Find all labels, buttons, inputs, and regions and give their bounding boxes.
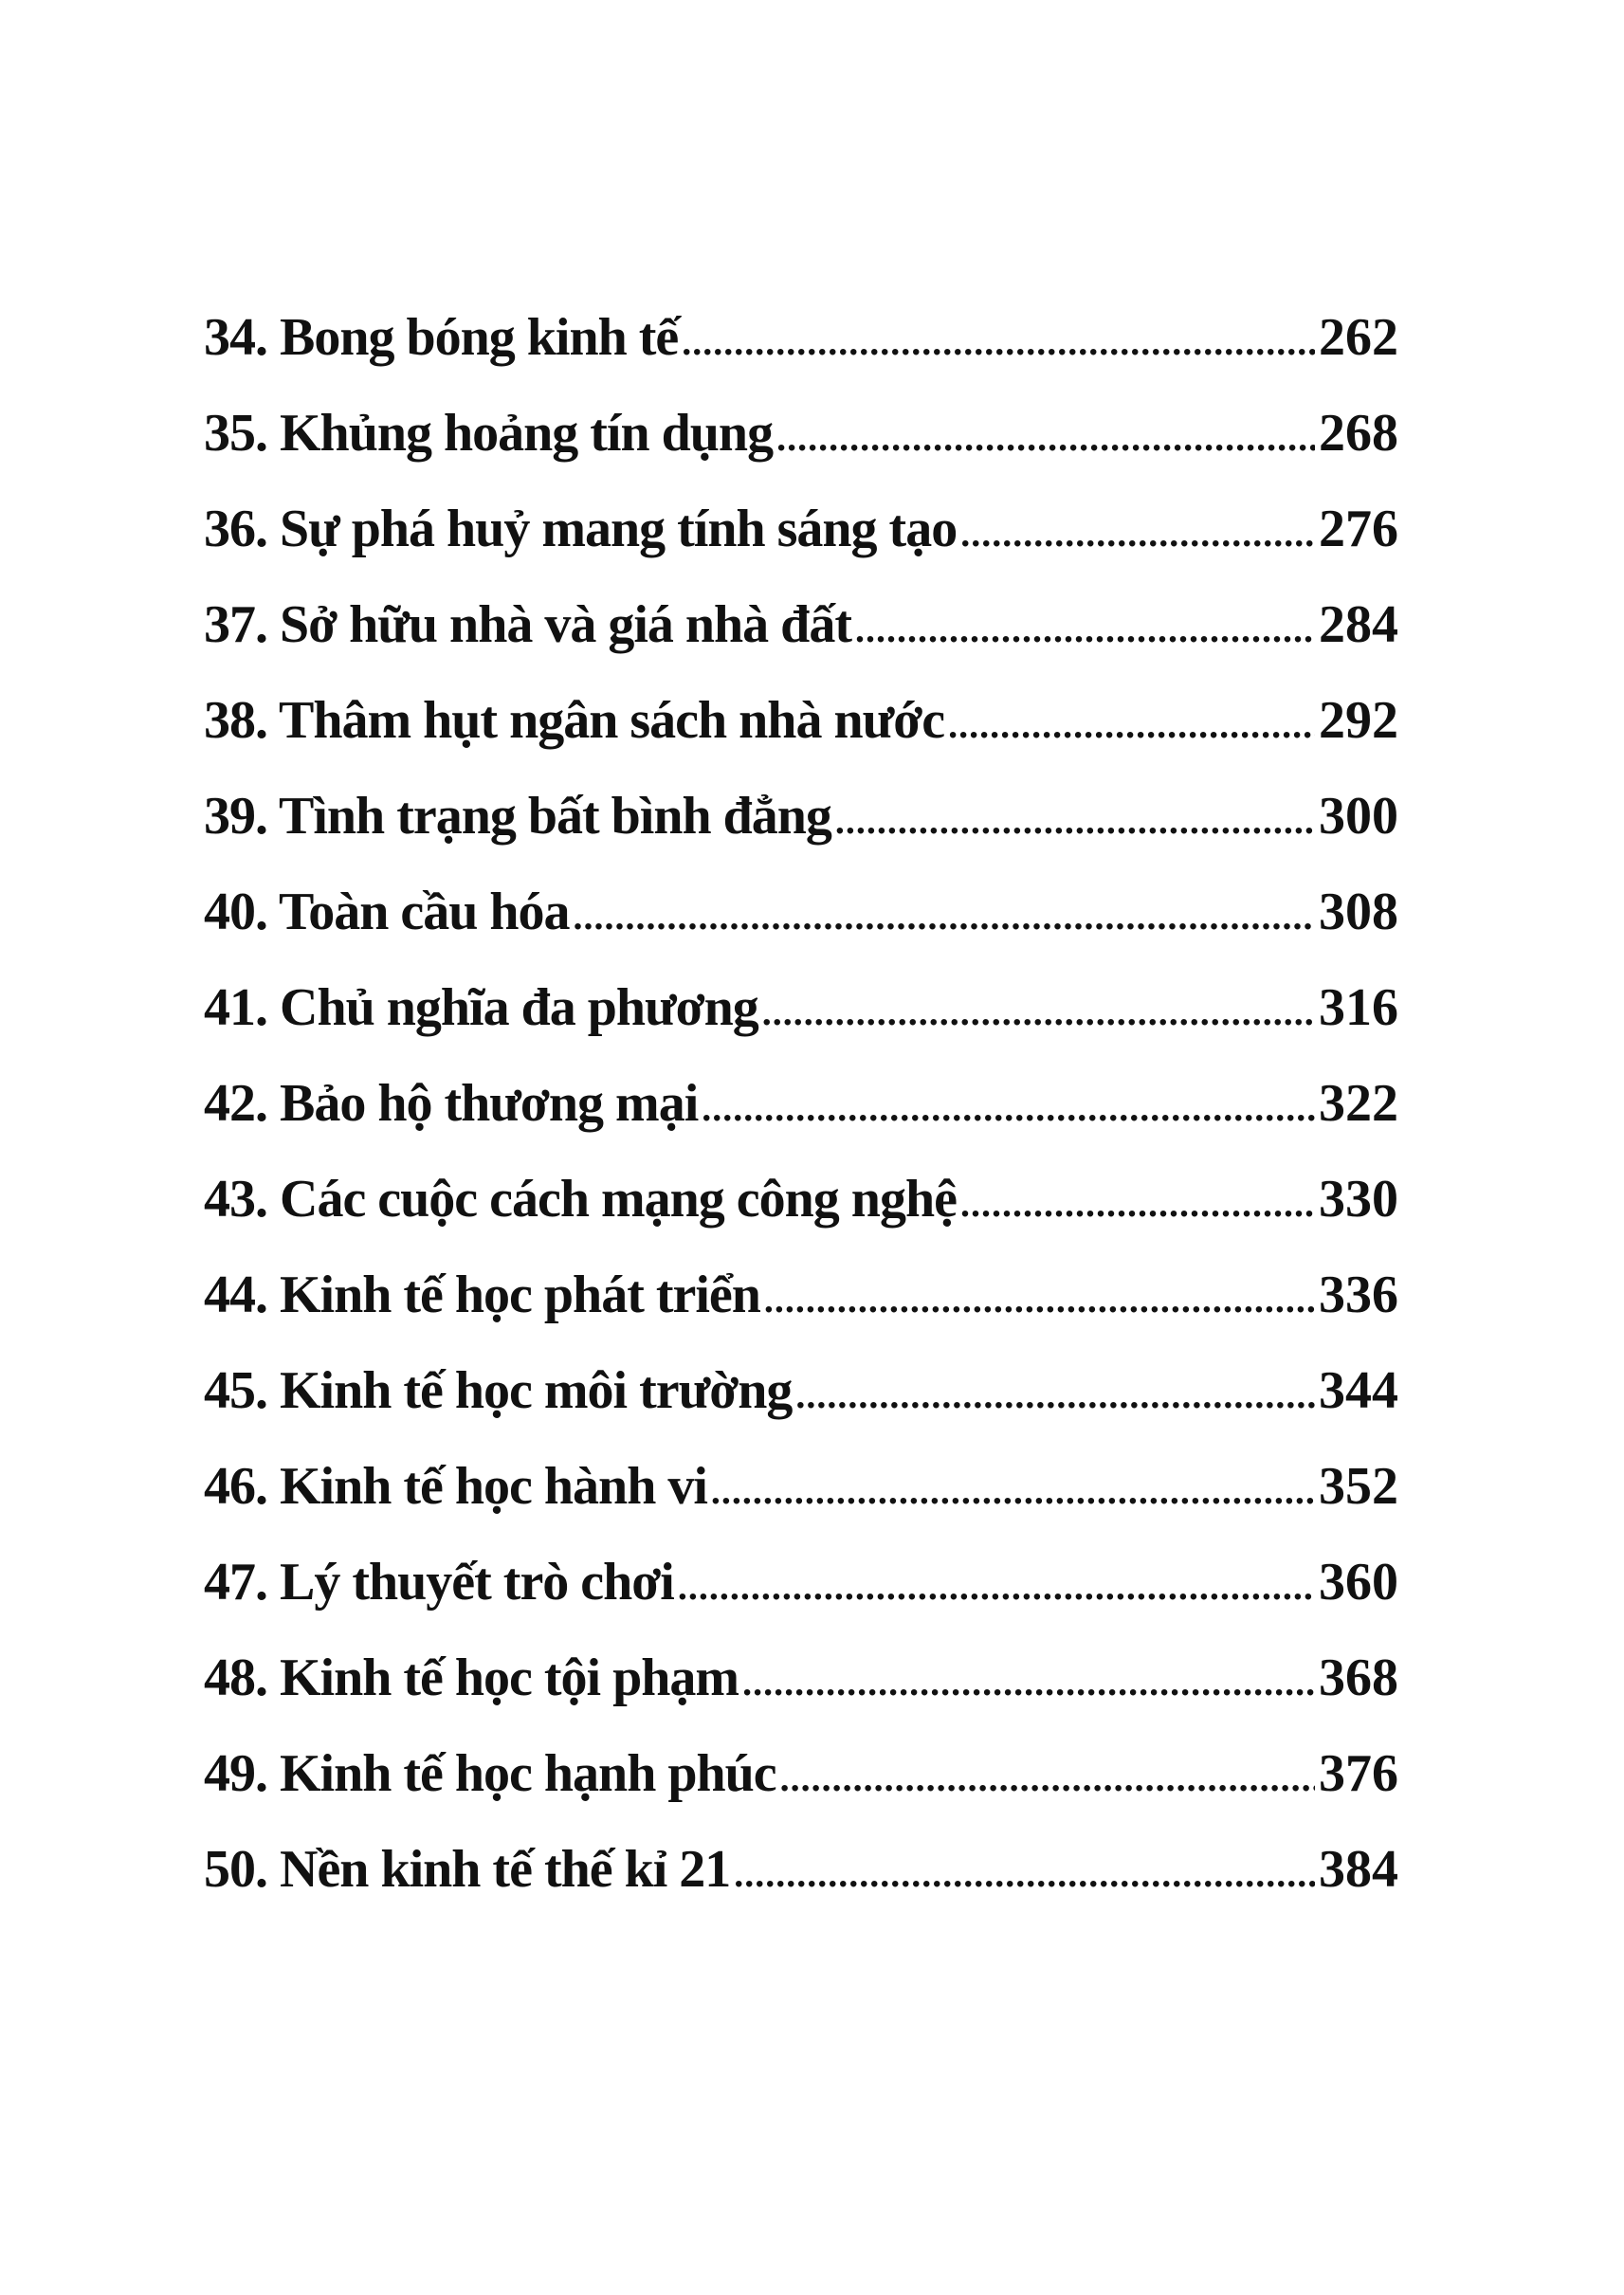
toc-entry-page: 322 [1319,1074,1398,1133]
dot-leader [960,485,1315,581]
toc-entry-page: 292 [1319,691,1398,750]
toc-entry [204,865,1398,960]
toc-entry-title: 46. Kinh tế học hành vi [204,1457,707,1516]
toc-entry [204,960,1398,1056]
toc-entry [204,1056,1398,1152]
toc-entry [204,1439,1398,1535]
dot-leader [711,1443,1315,1539]
toc-entry [204,673,1398,769]
toc-entry [204,769,1398,865]
toc-entry-page: 308 [1319,883,1398,941]
toc-entry-title: 34. Bong bóng kinh tế [204,308,679,367]
toc-entry [204,1726,1398,1822]
dot-leader [678,1539,1315,1634]
toc-entry-title: 50. Nền kinh tế thế kỉ 21 [204,1840,731,1899]
toc-entry [204,1152,1398,1248]
toc-entry-title: 48. Kinh tế học tội phạm [204,1648,739,1707]
toc-entry [204,1343,1398,1439]
toc-entry [204,1630,1398,1726]
toc-entry-page: 368 [1319,1648,1398,1707]
toc-entry-title: 35. Khủng hoảng tín dụng [204,404,774,463]
dot-leader [795,1347,1315,1443]
toc-entry-page: 284 [1319,595,1398,654]
table-of-contents [204,290,1398,1918]
toc-entry [204,482,1398,577]
toc-entry-title: 40. Toàn cầu hóa [204,883,570,941]
toc-entry-page: 262 [1319,308,1398,367]
toc-entry-page: 330 [1319,1170,1398,1229]
dot-leader [776,390,1315,485]
toc-entry-title: 45. Kinh tế học môi trường [204,1361,793,1420]
toc-entry-page: 352 [1319,1457,1398,1516]
toc-entry-title: 39. Tình trạng bất bình đẳng [204,787,831,846]
dot-leader [764,1251,1315,1347]
dot-leader [948,677,1315,773]
toc-entry-page: 384 [1319,1840,1398,1899]
dot-leader [682,294,1315,390]
dot-leader [742,1634,1315,1730]
toc-entry-page: 268 [1319,404,1398,463]
toc-entry-title: 38. Thâm hụt ngân sách nhà nước [204,691,945,750]
toc-entry [204,1248,1398,1343]
dot-leader [960,1156,1315,1251]
toc-entry [204,577,1398,673]
dot-leader [574,868,1316,964]
toc-entry-page: 316 [1319,978,1398,1037]
toc-entry-title: 41. Chủ nghĩa đa phương [204,978,758,1037]
toc-entry-title: 43. Các cuộc cách mạng công nghệ [204,1170,957,1229]
dot-leader [702,1060,1315,1156]
toc-entry-title: 37. Sở hữu nhà và giá nhà đất [204,595,851,654]
toc-entry-title: 47. Lý thuyết trò chơi [204,1553,674,1612]
toc-entry-page: 344 [1319,1361,1398,1420]
dot-leader [855,581,1315,677]
dot-leader [780,1730,1315,1826]
dot-leader [734,1826,1315,1922]
toc-entry-title: 44. Kinh tế học phát triển [204,1266,760,1324]
toc-entry-page: 276 [1319,500,1398,558]
toc-entry [204,290,1398,386]
toc-entry-page: 376 [1319,1744,1398,1803]
toc-entry-title: 49. Kinh tế học hạnh phúc [204,1744,776,1803]
toc-entry-title: 36. Sự phá huỷ mang tính sáng tạo [204,500,958,558]
toc-entry-page: 300 [1319,787,1398,846]
dot-leader [762,964,1315,1060]
toc-entry-title: 42. Bảo hộ thương mại [204,1074,699,1133]
toc-entry [204,1822,1398,1918]
dot-leader [835,773,1315,868]
toc-entry [204,1535,1398,1630]
toc-entry-page: 336 [1319,1266,1398,1324]
toc-entry [204,386,1398,482]
toc-entry-page: 360 [1319,1553,1398,1612]
